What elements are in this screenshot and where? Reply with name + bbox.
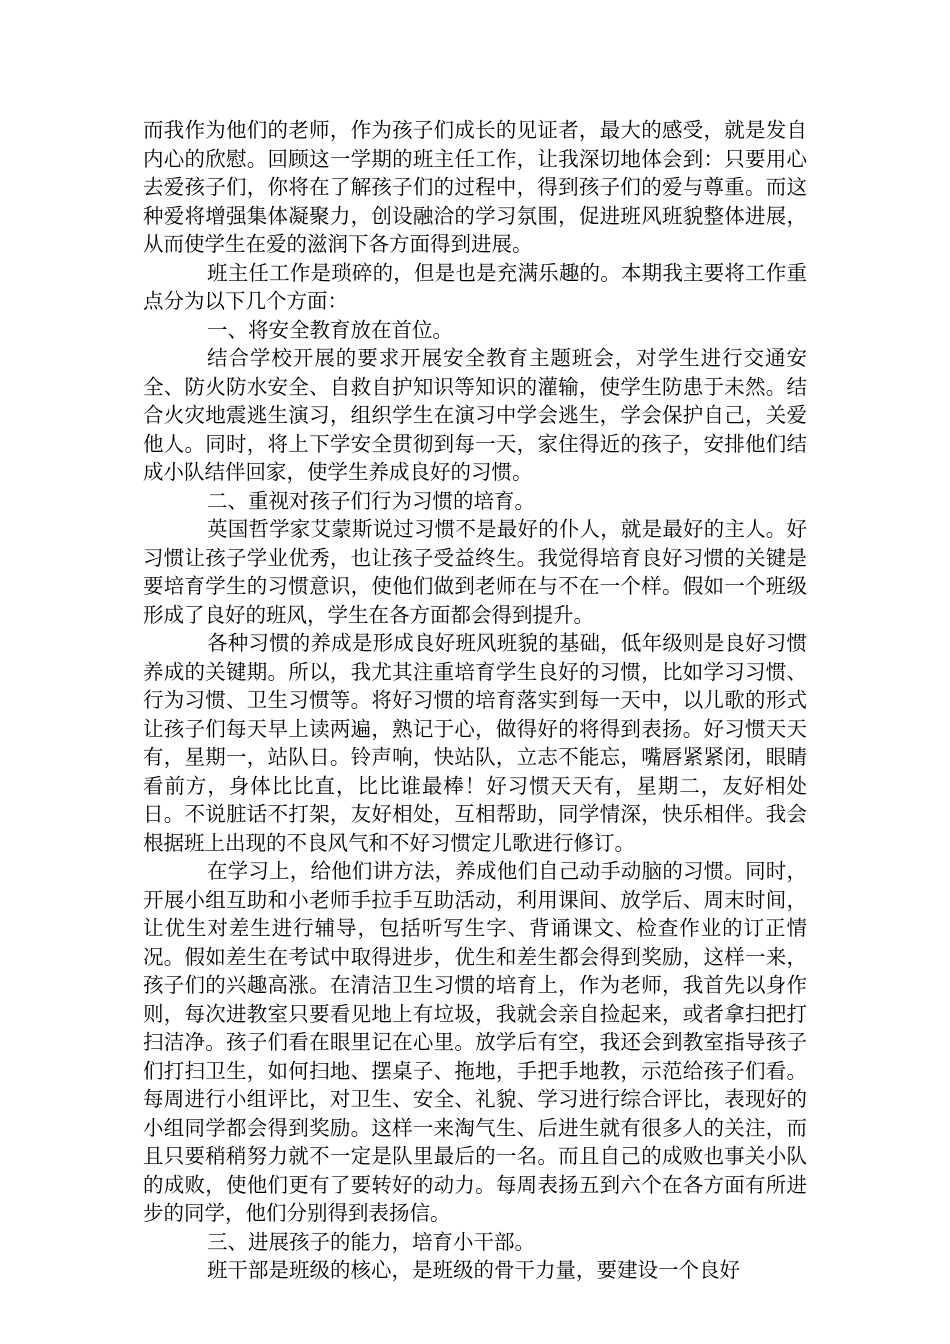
body-text xyxy=(143,116,807,1285)
paragraph-intro: 而我作为他们的老师，作为孩子们成长的见证者，最大的感受，就是发自内心的欣慰。回顾这一学期的班主任工作，让我深切地体会到：只要用心去爱孩子们，你将在了解孩子们的过程中，得到孩子们的爱与尊重。而这种爱将增强集体凝聚力，创设融洽的学习氛围，促进班风班貌整体进展，从而使学生在爱的滋润下各方面得到进展。 xyxy=(143,118,807,256)
paragraph-study-hygiene: 在学习上，给他们讲方法，养成他们自己动手动脑的习惯。同时，开展小组互助和小老师手拉手互助活动，利用课间、放学后、周末时间，让优生对差生进行辅导，包括听写生字、背诵课文、检查作业的订正情况。假如差生在考试中取得进步，优生和差生都会得到奖励，这样一来，孩子们的兴趣高涨。在清洁卫生习惯的培育上，作为老师，我首先以身作则，每次进教室只要看见地上有垃圾，我就会亲自捡起来，或者拿扫把打扫洁净。孩子们看在眼里记在心里。放学后有空，我还会到教室指导孩子们打扫卫生，如何扫地、摆桌子、拖地，手把手地教，示范给孩子们看。每周进行小组评比，对卫生、安全、礼貌、学习进行综合评比，表现好的小组同学都会得到奖励。这样一来淘气生、后进生就有很多人的关注，而且只要稍稍努力就不一定是队里最后的一名。而且自己的成败也事关小队的成败，使他们更有了要转好的动力。每周表扬五到六个在各方面有所进步的同学，他们分别得到表扬信。 xyxy=(143,859,807,1225)
paragraph-safety: 结合学校开展的要求开展安全教育主题班会，对学生进行交通安全、防火防水安全、自救自护知识等知识的灌输，使学生防患于未然。结合火灾地震逃生演习，组织学生在演习中学会逃生，学会保护自己，关爱他人。同时，将上下学安全贯彻到每一天，家住得近的孩子，安排他们结成小队结伴回家，使学生养成良好的习惯。 xyxy=(143,346,807,484)
section-heading-cadres: 三、进展孩子的能力，培育小干部。 xyxy=(207,1229,535,1254)
paragraph-cadres: 班干部是班级的核心，是班级的骨干力量，要建设一个良好 xyxy=(207,1258,740,1282)
section-heading-safety: 一、将安全教育放在首位。 xyxy=(207,317,453,342)
paragraph-habits-intro: 英国哲学家艾蒙斯说过习惯不是最好的仆人，就是最好的主人。好习惯让孩子学业优秀，也让孩子受益终生。我觉得培育良好习惯的关键是要培育学生的习惯意识，使他们做到老师在与不在一个样。假如一个班级形成了良好的班风，学生在各方面都会得到提升。 xyxy=(143,517,807,627)
paragraph-habits-songs: 各种习惯的养成是形成良好班风班貌的基础，低年级则是良好习惯养成的关键期。所以，我尤其注重培育学生良好的习惯，比如学习习惯、行为习惯、卫生习惯等。将好习惯的培育落实到每一天中，以儿歌的形式让孩子们每天早上读两遍，熟记于心，做得好的将得到表扬。好习惯天天有，星期一，站队日。铃声响，快站队，立志不能忘，嘴唇紧紧闭，眼睛看前方，身体比比直，比比谁最棒！好习惯天天有，星期二，友好相处日。不说脏话不打架，友好相处，互相帮助，同学情深，快乐相伴。我会根据班上出现的不良风气和不好习惯定儿歌进行修订。 xyxy=(143,631,807,855)
section-heading-habits: 二、重视对孩子们行为习惯的培育。 xyxy=(207,488,535,513)
paragraph-overview: 班主任工作是琐碎的，但是也是充满乐趣的。本期我主要将工作重点分为以下几个方面： xyxy=(143,260,807,313)
